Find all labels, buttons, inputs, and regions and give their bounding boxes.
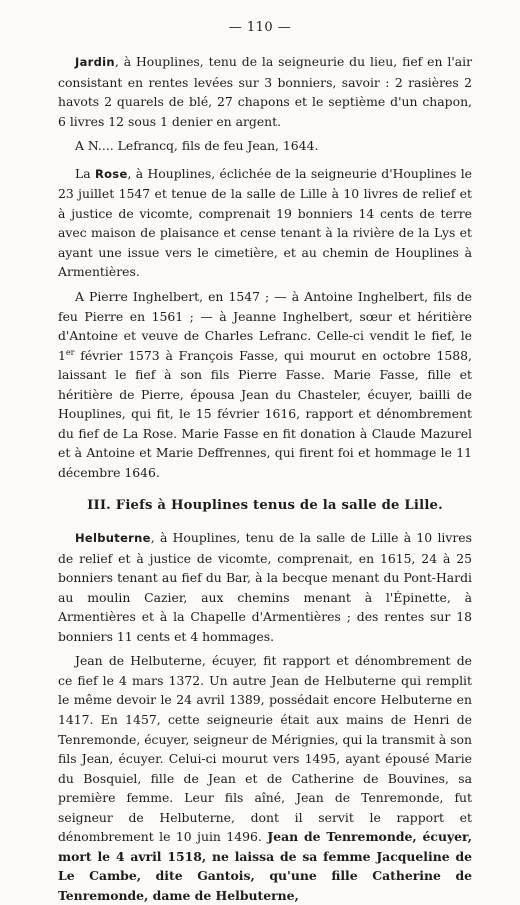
helbuterne-history-part1: Jean de Helbuterne, écuyer, fit rapport et dénombrement de ce fief le 4 mars 1372. Un autre Jean de Helbuterne qui remplit le même devoir le 24 avril 1389, possédait encore Helbuterne en 1417. En 1457, cette seigneurie était aux mains de Henri de Tenremonde, écuyer, seigneur de Mérignies, qui la transmit à son fils Jean, écuyer. Celui-ci mourut vers 1495, ayant épousé Marie du Bosquiel, fille de Jean et de Catherine de Bouvines, sa première femme. Leur fils aîné, Jean de Tenremonde, fut seigneur de Helbuterne, dont il servit le rapport et dénombrement le 10 juin 1496. [58,653,473,845]
paragraph-rose-history [58,287,472,482]
paragraph-rose-text: , à Houplines, éclichée de la seigneurie d'Houplines le 23 juillet 1547 et tenue de la salle de Lille à 10 livres de relief et à justice de vicomte, comprenait 19 bonniers 14 cents de terre avec maison de plaisance et cense tenant à la rivière de la Lys et ayant une issue vers le cimetière, et au chemin de Houplines à Armentières. [58,165,472,280]
page-body [58,52,472,905]
helbuterne-history-bold: Jean de Tenremonde, écuyer, mort le 4 avril 1518, ne laissa de sa femme Jacqueline de Le Cambe, dite Gantois, qu'une fille Catherine de Tenremonde, dame de Helbuterne, [58,829,472,903]
fief-name-helbuterne: Helbuterne [75,531,151,546]
paragraph-jardin-text: , à Houplines, tenu de la seigneurie du lieu, fief en l'air consistant en rentes levées sur 3 bonniers, savoir : 2 rasières 2 havots 2 quarels de blé, 27 chapons et le septième d'un chapon, 6 livres 12 sous 1 denier en argent. [58,54,472,129]
rose-prefix: La [75,165,95,181]
paragraph-helbuterne-history [58,651,472,905]
paragraph-helbuterne [58,528,472,646]
rose-history-part2: février 1573 à François Fasse, qui mourut en octobre 1588, laissant le fief à son fils Pierre Fasse. Marie Fasse, fille et héritière de Pierre, épousa Jean du Chasteler, écuyer, bailli de Houplines, qui fit, le 15 février 1616, rapport et dénombrement du fief de La Rose. Marie Fasse en fit donation à Claude Mazurel et à Antoine et Marie Deffrennes, qui firent foi et hommage le 11 décembre 1646. [58,347,472,480]
paragraph-rose [58,164,472,282]
section-heading: III. Fiefs à Houplines tenus de la salle de Lille. [87,498,443,514]
page-number: — 110 — [228,20,292,35]
rose-history-part1: A Pierre Inghelbert, en 1547 ; — à Antoine Inghelbert, fils de feu Pierre en 1561 ; — à Jeanne Inghelbert, sœur et héritière d'Antoine et veuve de Charles Lefranc. Celle-ci vendit le fief, le 1 [58,289,472,363]
fief-name-rose: Rose [94,166,128,181]
rose-history-sup: er [65,347,75,357]
paragraph-jardin [58,52,472,131]
fief-name-jardin: Jardin [75,55,115,69]
paragraph-jardin-owner: A N.... Lefrancq, fils de feu Jean, 1644. [75,138,319,154]
paragraph-helbuterne-text: , à Houplines, tenu de la salle de Lille à 10 livres de relief et à justice de vicomte, comprenait, en 1615, 24 à 25 bonniers tenant au fief du Bar, à la becque menant du Pont-Hardi au moulin Cazier, aux chemins menant à l'Épinette, à Armentières et à la Chapelle d'Armentières ; des rentes sur 18 bonniers 11 cents et 4 hommages. [58,530,472,644]
